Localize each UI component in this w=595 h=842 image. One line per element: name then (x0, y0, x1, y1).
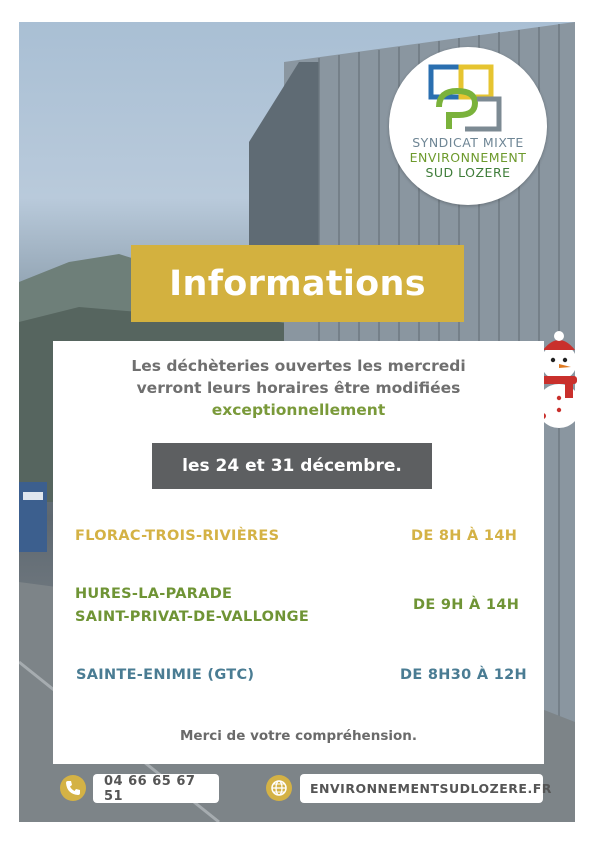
intro-line-1: Les déchèteries ouvertes les mercredi (131, 357, 466, 375)
site-name: FLORAC-TROIS-RIVIÈRES (75, 528, 280, 544)
site-name: HURES-LA-PARADE (75, 586, 233, 602)
site-hours: DE 8H À 14H (411, 528, 518, 544)
logo-line-3: SUD LOZERE (425, 165, 511, 180)
site-hours: DE 9H À 14H (413, 597, 520, 613)
intro-line-2: verront leurs horaires être modifiées (136, 379, 461, 397)
phone-number: 04 66 65 67 51 (104, 773, 196, 804)
thanks-text: Merci de votre compréhension. (179, 728, 417, 744)
site-name: SAINT-PRIVAT-DE-VALLONGE (75, 609, 310, 625)
dates-box (152, 443, 432, 489)
logo-mark-icon (425, 63, 511, 133)
title-banner (131, 245, 464, 322)
organization-logo (389, 47, 547, 205)
dates-text: les 24 et 31 décembre. (182, 456, 402, 476)
globe-icon (266, 775, 292, 801)
information-panel (53, 341, 544, 764)
phone-icon (60, 775, 86, 801)
intro-text (53, 355, 544, 421)
logo-line-2: ENVIRONNEMENT (409, 150, 527, 165)
site-hours: DE 8H30 À 12H (400, 667, 527, 683)
logo-line-1: SYNDICAT MIXTE (412, 135, 524, 150)
site-name: SAINTE-ENIMIE (GTC) (76, 667, 255, 683)
page-title: Informations (169, 263, 426, 304)
intro-line-3: exceptionnellement (211, 401, 386, 419)
phone-number-box[interactable] (93, 774, 219, 803)
website-link-box[interactable] (300, 774, 552, 803)
website-link[interactable]: ENVIRONNEMENTSUDLOZERE.FR (310, 781, 552, 796)
